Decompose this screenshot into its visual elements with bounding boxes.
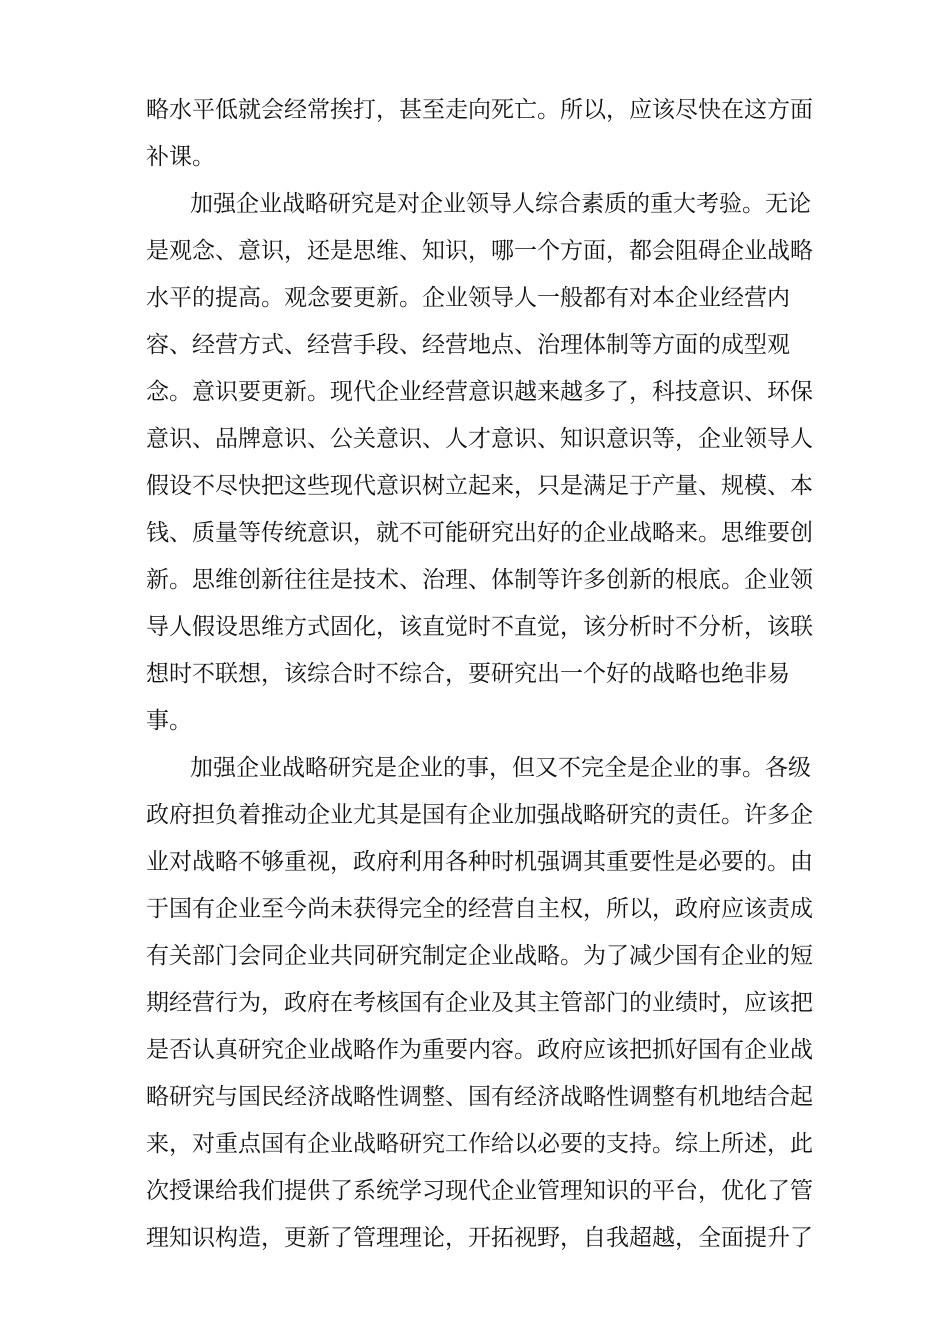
paragraph-3-line-1: 加强企业战略研究是企业的事，但又不完全是企业的事。各级 xyxy=(190,755,811,781)
paragraph-3-line-8: 略研究与国民经济战略性调整、国有经济战略性调整有机地结合起 xyxy=(146,1084,813,1110)
paragraph-2-line-12: 事。 xyxy=(146,708,192,734)
paragraph-2-line-6: 意识、品牌意识、公关意识、人才意识、知识意识等，企业领导人 xyxy=(146,426,813,452)
paragraph-3-line-3: 业对战略不够重视，政府利用各种时机强调其重要性是必要的。由 xyxy=(146,849,813,875)
paragraph-3-line-2: 政府担负着推动企业尤其是国有企业加强战略研究的责任。许多企 xyxy=(146,802,813,828)
paragraph-1-line-1: 略水平低就会经常挨打，甚至走向死亡。所以，应该尽快在这方面 xyxy=(146,97,813,123)
paragraph-2-line-1: 加强企业战略研究是对企业领导人综合素质的重大考验。无论 xyxy=(190,191,811,217)
paragraph-3-line-5: 有关部门会同企业共同研究制定企业战略。为了减少国有企业的短 xyxy=(146,943,813,969)
paragraph-3-line-9: 来，对重点国有企业战略研究工作给以必要的支持。综上所述，此 xyxy=(146,1131,813,1157)
paragraph-2-line-7: 假设不尽快把这些现代意识树立起来，只是满足于产量、规模、本 xyxy=(146,473,813,499)
paragraph-2-line-8: 钱、质量等传统意识，就不可能研究出好的企业战略来。思维要创 xyxy=(146,520,813,546)
paragraph-3-line-6: 期经营行为，政府在考核国有企业及其主管部门的业绩时，应该把 xyxy=(146,990,813,1016)
paragraph-3-line-7: 是否认真研究企业战略作为重要内容。政府应该把抓好国有企业战 xyxy=(146,1037,813,1063)
paragraph-1-line-2: 补课。 xyxy=(146,144,215,170)
paragraph-2-line-10: 导人假设思维方式固化，该直觉时不直觉，该分析时不分析，该联 xyxy=(146,614,813,640)
paragraph-2-line-4: 容、经营方式、经营手段、经营地点、治理体制等方面的成型观 xyxy=(146,332,790,358)
paragraph-2-line-9: 新。思维创新往往是技术、治理、体制等许多创新的根底。企业领 xyxy=(146,567,813,593)
paragraph-3-line-11: 理知识构造，更新了管理理论，开拓视野，自我超越，全面提升了 xyxy=(146,1225,813,1251)
paragraph-2-line-2: 是观念、意识，还是思维、知识，哪一个方面，都会阻碍企业战略 xyxy=(146,238,813,264)
paragraph-2-line-11: 想时不联想，该综合时不综合，要研究出一个好的战略也绝非易 xyxy=(146,661,790,687)
paragraph-3-line-4: 于国有企业至今尚未获得完全的经营自主权，所以，政府应该责成 xyxy=(146,896,813,922)
paragraph-2-line-5: 念。意识要更新。现代企业经营意识越来越多了，科技意识、环保 xyxy=(146,379,813,405)
paragraph-2-line-3: 水平的提高。观念要更新。企业领导人一般都有对本企业经营内 xyxy=(146,285,790,311)
paragraph-3-line-10: 次授课给我们提供了系统学习现代企业管理知识的平台，优化了管 xyxy=(146,1178,813,1204)
